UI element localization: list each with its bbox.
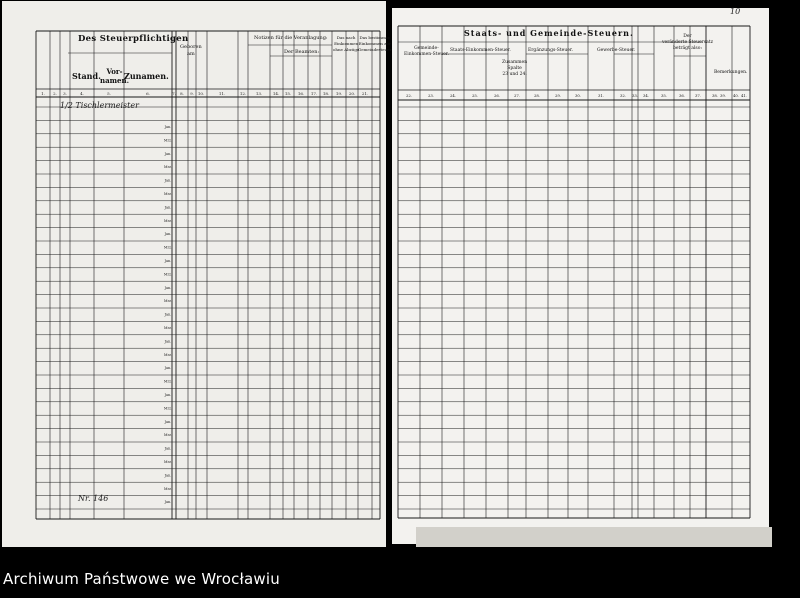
row-sub-label: Jan. xyxy=(164,393,172,397)
column-stand-header: Stand. xyxy=(72,71,101,81)
handwritten-entry: 1/2 Tischlermeister xyxy=(60,101,139,110)
column-bemerkungen-header: Bemerkungen. xyxy=(714,70,748,75)
right-ledger-page xyxy=(392,8,769,544)
column-number: 37. xyxy=(694,93,702,98)
column-gemeinde-einkommen-header: Gemeinde- Einkommen-Steuer. xyxy=(404,46,449,57)
row-sub-label: Jan. xyxy=(164,125,172,129)
column-number: 7. xyxy=(172,91,176,96)
column-number: 20. xyxy=(348,91,356,96)
row-sub-label: Jan. xyxy=(164,500,172,505)
column-number: 30. xyxy=(574,93,582,98)
column-number: 10. xyxy=(197,91,205,96)
column-number: 29. xyxy=(554,93,562,98)
column-number: 41. xyxy=(740,93,748,98)
row-sub-label: Mrz. xyxy=(163,433,173,438)
column-zunamen-header: Zunamen. xyxy=(124,71,169,81)
column-number: 13. xyxy=(255,91,263,96)
column-number: 33. xyxy=(631,93,639,98)
column-number: 23. xyxy=(427,93,435,98)
row-sub-label: Jan. xyxy=(164,232,172,237)
column-number: 3. xyxy=(63,91,67,96)
row-sub-label: Jan. xyxy=(164,419,172,424)
column-number: 27. xyxy=(513,93,521,98)
row-sub-label: Jan. xyxy=(164,285,172,290)
column-staats-einkommen-header: Staats-Einkommen-Steuer. xyxy=(450,48,511,53)
column-number: 25. xyxy=(471,93,479,98)
column-bestimmte-header: Das bestimmte Einkommen zur Gemeindesteuer xyxy=(358,35,392,52)
row-sub-label: Mrz. xyxy=(163,379,173,384)
row-sub-label: Mrz. xyxy=(163,192,173,196)
right-page-title: Staats- und Gemeinde-Steuern. xyxy=(464,28,634,38)
column-number: 14. xyxy=(272,91,280,96)
column-number: 24. xyxy=(449,93,457,98)
column-number: 5. xyxy=(107,91,111,96)
left-ledger-page xyxy=(2,1,392,547)
column-veraenderte-header: Der veränderte Steuersatz beträgt also: xyxy=(662,34,713,51)
corner-mark: 10 xyxy=(730,7,741,16)
page-edge xyxy=(416,527,772,547)
row-sub-label: Mrz. xyxy=(163,165,173,170)
row-sub-label: Mrz. xyxy=(163,486,173,491)
column-number: 22. xyxy=(405,93,413,98)
column-notizen-header: Notizen für die Veranlagung: xyxy=(254,35,328,41)
column-number: 32. xyxy=(619,93,627,98)
row-sub-label: Jan. xyxy=(164,366,172,371)
row-sub-label: Mrz. xyxy=(163,272,173,277)
row-sub-label: Mrz. xyxy=(163,406,173,411)
column-number: 1. xyxy=(41,91,45,96)
column-zusammen-header: Zusammen Spalte 23 und 24. xyxy=(502,60,528,77)
column-number: 38. xyxy=(711,93,719,98)
column-number: 16. xyxy=(297,91,305,96)
row-sub-label: Mrz. xyxy=(163,352,173,357)
column-number: 28. xyxy=(533,93,541,98)
row-sub-label: Jan. xyxy=(164,446,172,451)
column-number: 18. xyxy=(322,91,330,96)
column-number: 21. xyxy=(361,91,369,96)
row-sub-label: Mrz. xyxy=(163,326,173,330)
row-sub-label: Mrz. xyxy=(163,138,173,143)
archive-caption: Archiwum Państwowe we Wrocławiu xyxy=(3,570,280,588)
row-sub-label: Mrz. xyxy=(163,218,173,223)
column-number: 39. xyxy=(719,93,727,98)
column-number: 6. xyxy=(146,91,150,96)
column-number: 12. xyxy=(239,91,247,96)
column-number: 2. xyxy=(53,91,57,96)
column-number: 34. xyxy=(642,93,650,98)
column-ergaenzung-header: Ergänzungs-Steuer. xyxy=(528,48,573,53)
column-number: 17. xyxy=(310,91,318,96)
column-geboren-header: Geboren am xyxy=(180,44,202,57)
column-number: 9. xyxy=(190,91,194,96)
column-number: 4. xyxy=(80,91,84,96)
row-sub-label: Jan. xyxy=(164,178,172,183)
column-einkommen-header: Das nach Einkommen ohne Abzüge xyxy=(333,35,360,52)
row-sub-label: Jan. xyxy=(164,205,172,210)
column-number: 31. xyxy=(597,93,605,98)
column-number: 15. xyxy=(284,91,292,96)
column-der-beamten-header: Der Beamten: xyxy=(284,49,320,55)
right-page-grid xyxy=(392,8,769,544)
row-sub-label: Jan. xyxy=(164,473,172,478)
column-number: 35. xyxy=(660,93,668,98)
page-number: Nr. 146 xyxy=(78,494,109,503)
row-sub-label: Mrz. xyxy=(163,460,173,464)
column-vornamen-header: Vor- namen. xyxy=(100,67,130,85)
row-sub-label: Mrz. xyxy=(163,245,173,250)
left-page-grid xyxy=(2,1,386,547)
row-sub-label: Jan. xyxy=(164,339,172,344)
column-number: 19. xyxy=(335,91,343,96)
left-page-title: Des Steuerpflichtigen xyxy=(78,34,189,44)
column-number: 8. xyxy=(180,91,184,96)
row-sub-label: Jan. xyxy=(164,312,172,317)
row-sub-label: Mrz. xyxy=(163,299,173,304)
column-number: 40. xyxy=(732,93,740,98)
column-number: 11. xyxy=(218,91,226,96)
column-number: 36. xyxy=(678,93,686,98)
row-sub-label: Jan. xyxy=(164,259,172,263)
column-number: 26. xyxy=(493,93,501,98)
row-sub-label: Jan. xyxy=(164,151,172,156)
column-gewerbe-header: Gewerbe-Steuer. xyxy=(597,48,636,53)
